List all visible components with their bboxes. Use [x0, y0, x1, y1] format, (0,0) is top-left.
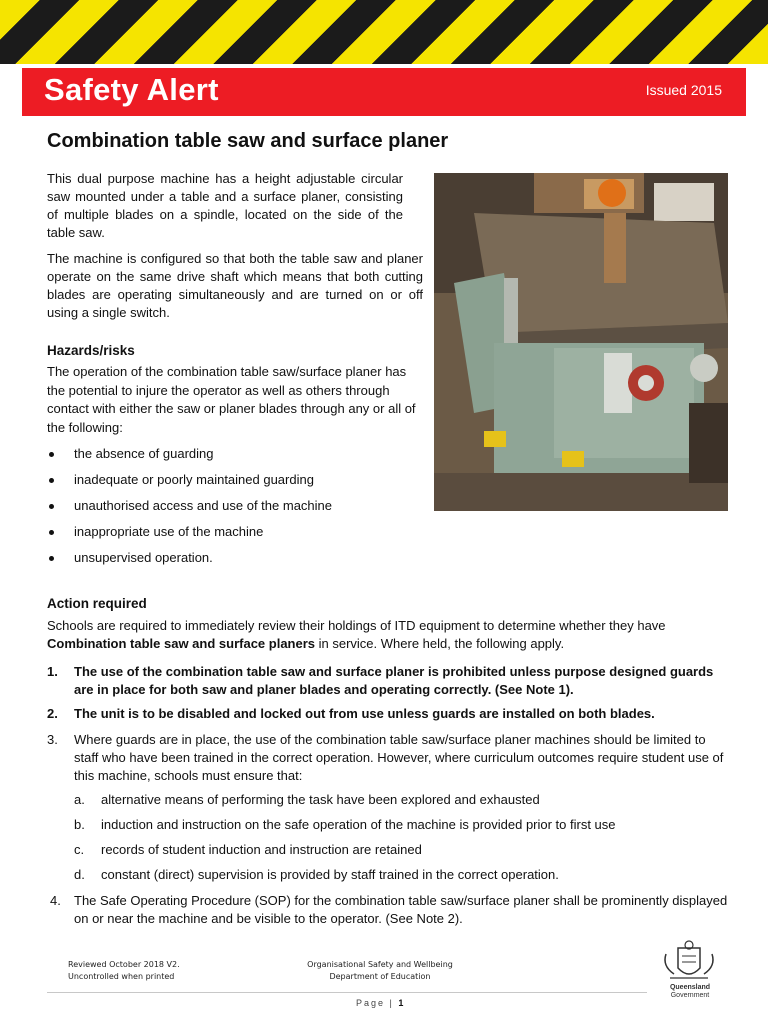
- hazards-text: The operation of the combination table saw/surface planer has the potential to injure the operator as well as others through contact with either the saw or planer blades through any or all of the following:: [47, 364, 416, 435]
- page-number: Page | 1: [356, 998, 406, 1008]
- issued-date: Issued 2015: [645, 82, 722, 98]
- sub-item-c: c. records of student induction and instruction are retained: [74, 842, 422, 857]
- list-item: inappropriate use of the machine: [47, 524, 332, 550]
- footer-reviewed: Reviewed October 2018 V2. Uncontrolled when printed: [68, 960, 180, 981]
- action-item-3: 3. Where guards are in place, the use of the combination table saw/surface planer machines should be limited to staff who have been trained in the correct operation. However, where curriculum outcomes require student use of this machine, schools must ensure that:: [47, 732, 724, 783]
- list-item: the absence of guarding: [47, 446, 332, 472]
- list-item: unsupervised operation.: [47, 550, 332, 576]
- hazards-list: [47, 446, 332, 576]
- list-item: inadequate or poorly maintained guarding: [47, 472, 332, 498]
- action-heading: Action required: [47, 596, 147, 611]
- sub-item-b: b. induction and instruction on the safe operation of the machine is provided prior to first use: [74, 817, 616, 832]
- footer-divider: [47, 992, 647, 993]
- queensland-government-logo: Queensland Government: [669, 984, 711, 999]
- action-text: Schools are required to immediately review their holdings of ITD equipment to determine whether they have Combination table saw and surface planers in service. Where held, the following apply.: [47, 618, 666, 651]
- hazard-stripes: [0, 0, 768, 64]
- intro-paragraph-2: The machine is configured so that both the table saw and planer operate on the same drive shaft which means that both cutting blades are operating simultaneously and are turned on or off using a single switch.: [47, 251, 423, 320]
- document-title: Combination table saw and surface planer: [47, 130, 449, 152]
- footer-org: Organisational Safety and Wellbeing Department of Education: [307, 960, 453, 981]
- safety-alert-banner: [22, 68, 746, 116]
- hazards-heading: Hazards/risks: [47, 343, 135, 358]
- list-item: unauthorised access and use of the machine: [47, 498, 332, 524]
- banner-title: Safety Alert: [44, 72, 219, 107]
- intro-paragraph-1: This dual purpose machine has a height adjustable circular saw mounted under a table and a surface planer, consisting of multiple blades on a spindle, located on the side of the table saw.: [47, 171, 403, 240]
- action-item-4: 4. The Safe Operating Procedure (SOP) for the combination table saw/surface planer shall be prominently displayed on or near the machine and be visible to the operator. (See Note 2).: [50, 893, 728, 926]
- machine-photo: [434, 173, 728, 511]
- sub-item-d: d. constant (direct) supervision is provided by staff trained in the correct operation.: [74, 867, 559, 882]
- sub-item-a: a. alternative means of performing the task have been explored and exhausted: [74, 792, 540, 807]
- action-item-2: 2. The unit is to be disabled and locked out from use unless guards are installed on both blades.: [47, 706, 655, 721]
- action-item-1: 1. The use of the combination table saw and surface planer is prohibited unless purpose designed guards are in place for both saw and planer blades and operating correctly. (See Note 1).: [47, 664, 714, 697]
